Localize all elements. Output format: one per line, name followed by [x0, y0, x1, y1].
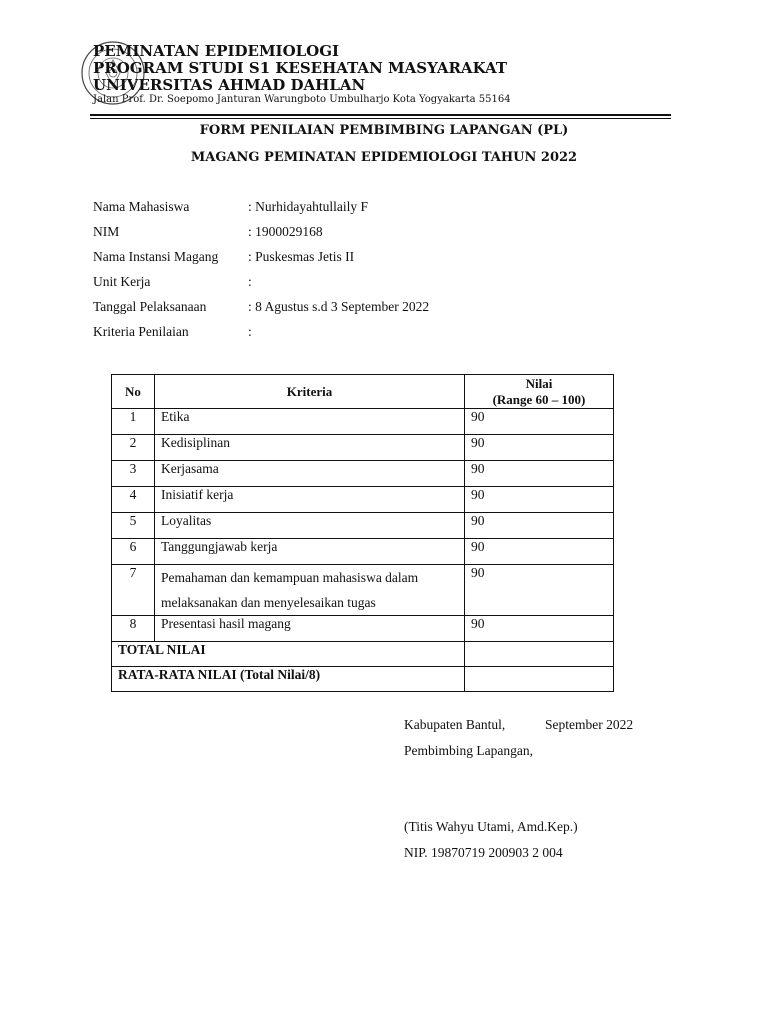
identity-value-tanggal: : 8 Agustus s.d 3 September 2022: [248, 299, 430, 314]
letterhead-address: Jalan Prof. Dr. Soepomo Janturan Warungboto Umbulharjo Kota Yogyakarta 55164: [93, 94, 511, 105]
table-row: [112, 616, 614, 642]
row-no: 1: [112, 409, 155, 435]
signature-place: Kabupaten Bantul,: [404, 717, 506, 732]
total-row: [112, 642, 614, 667]
row-no: 2: [112, 435, 155, 461]
row-kriteria-line-2: melaksanakan dan menyelesaikan tugas: [161, 595, 376, 610]
signature-name: (Titis Wahyu Utami, Amd.Kep.): [404, 819, 578, 834]
identity-label-instansi: Nama Instansi Magang: [93, 249, 219, 264]
identity-value-nama: : Nurhidayahtullaily F: [248, 199, 368, 214]
identity-value-kriteria: :: [248, 324, 252, 339]
table-row: [112, 461, 614, 487]
row-kriteria: Presentasi hasil magang: [155, 616, 465, 642]
row-nilai: 90: [465, 461, 614, 487]
average-value: [465, 667, 614, 692]
table-row: [112, 513, 614, 539]
table-row: [112, 565, 614, 616]
form-subtitle: MAGANG PEMINATAN EPIDEMIOLOGI TAHUN 2022: [190, 150, 578, 165]
row-nilai: 90: [465, 513, 614, 539]
identity-label-tanggal: Tanggal Pelaksanaan: [93, 299, 207, 314]
identity-label-nim: NIM: [93, 224, 120, 239]
signature-date: September 2022: [545, 717, 634, 732]
total-label: TOTAL NILAI: [112, 642, 465, 667]
row-nilai: 90: [465, 487, 614, 513]
letterhead-rule-thick: [90, 114, 671, 116]
row-kriteria: Etika: [155, 409, 465, 435]
header-nilai-label: Nilai: [525, 375, 553, 391]
row-kriteria: [155, 565, 465, 616]
row-no: 3: [112, 461, 155, 487]
row-kriteria-line-1: Pemahaman dan kemampuan mahasiswa dalam: [161, 570, 419, 585]
table-header-row: [112, 375, 614, 409]
average-row: [112, 667, 614, 692]
identity-label-kriteria: Kriteria Penilaian: [93, 324, 189, 339]
row-kriteria: Loyalitas: [155, 513, 465, 539]
letterhead-line-3: UNIVERSITAS AHMAD DAHLAN: [93, 76, 366, 94]
row-nilai: 90: [465, 539, 614, 565]
row-nilai: 90: [465, 409, 614, 435]
row-no: 7: [112, 565, 155, 616]
header-nilai-range: (Range 60 – 100): [492, 391, 586, 407]
header-kriteria: Kriteria: [155, 375, 465, 409]
row-no: 6: [112, 539, 155, 565]
row-nilai: 90: [465, 435, 614, 461]
letterhead-line-1: PEMINATAN EPIDEMIOLOGI: [93, 42, 340, 60]
signature-nip: NIP. 19870719 200903 2 004: [404, 845, 563, 860]
row-nilai: 90: [465, 565, 614, 616]
table-row: [112, 539, 614, 565]
assessment-table: [111, 374, 614, 692]
signature-role: Pembimbing Lapangan,: [404, 743, 533, 758]
table-row: [112, 435, 614, 461]
identity-label-unit: Unit Kerja: [93, 274, 151, 289]
identity-label-nama: Nama Mahasiswa: [93, 199, 190, 214]
row-kriteria: Kerjasama: [155, 461, 465, 487]
table-row: [112, 409, 614, 435]
row-no: 5: [112, 513, 155, 539]
identity-value-unit: :: [248, 274, 252, 289]
row-kriteria: Tanggungjawab kerja: [155, 539, 465, 565]
identity-value-instansi: : Puskesmas Jetis II: [248, 249, 355, 264]
row-nilai: 90: [465, 616, 614, 642]
identity-value-nim: : 1900029168: [248, 224, 323, 239]
average-label: RATA-RATA NILAI (Total Nilai/8): [112, 667, 465, 692]
form-title: FORM PENILAIAN PEMBIMBING LAPANGAN (PL): [199, 123, 569, 138]
header-nilai: [465, 375, 614, 409]
header-no: No: [112, 375, 155, 409]
row-no: 8: [112, 616, 155, 642]
table-row: [112, 487, 614, 513]
row-kriteria: Inisiatif kerja: [155, 487, 465, 513]
row-no: 4: [112, 487, 155, 513]
letterhead-rule-thin: [90, 118, 671, 119]
letterhead-line-2: PROGRAM STUDI S1 KESEHATAN MASYARAKAT: [93, 59, 507, 77]
total-value: [465, 642, 614, 667]
row-kriteria: Kedisiplinan: [155, 435, 465, 461]
